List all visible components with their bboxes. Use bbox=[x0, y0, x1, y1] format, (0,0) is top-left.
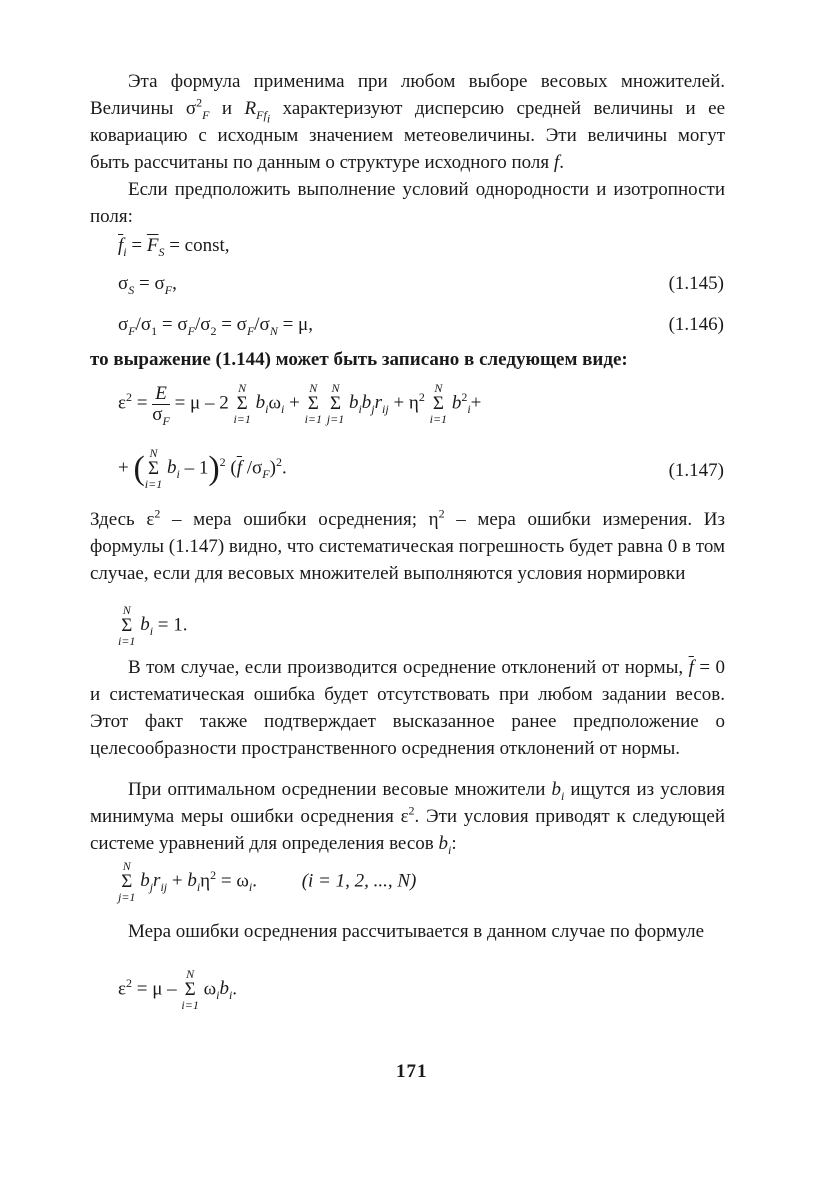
fraction-e-over-sigma: $\frac{E}{\sigma_F}$ bbox=[152, 382, 170, 428]
equation-homogeneity: $\overline{f}_i = \overline{F}_S$ = const, bbox=[118, 235, 230, 259]
equation-1-147-line1: $\varepsilon^2$ = $\frac{E}{\sigma_F}$ = μ – 2 N Σ i=1 $b_i\omega_i$ + N Σ i=1 N Σ j=1 $b_ib_jr_{ij} + \eta^2$ N Σ i=1 $b^2_i+$ bbox=[118, 381, 482, 428]
equation-number-1-146: (1.146) bbox=[668, 314, 724, 335]
equation-error-measure: $\varepsilon^2 = \mu$ – N Σ i=1 $\omega_ib_i$. bbox=[118, 967, 238, 1012]
equation-normalization: N Σ i=1 $b_i = 1$. bbox=[118, 603, 188, 648]
equation-1-147-line2: + ( N Σ i=1 $b_i - 1)^2$ ($\overline{f}$ $/\sigma_F)^2$. bbox=[118, 446, 287, 491]
paragraph-5: В том случае, если производится осреднение отклонений от нормы, $\overline{f} = 0$ и систематическая ошибка будет отсутствовать при любом задании весов. Этот факт также подтверждает высказанное ранее предположение о целесообразности пространственного осреднения отклонений от нормы. bbox=[90, 657, 726, 759]
equation-1-146: $\sigma_F/\sigma_1 = \sigma_F/\sigma_2 = \sigma_F/\sigma_N = \mu$, bbox=[118, 314, 313, 338]
paragraph-2: Если предположить выполнение условий однородности и изотропности поля: bbox=[90, 179, 725, 227]
equation-1-145: $\sigma_S = \sigma_F$, bbox=[118, 273, 177, 297]
equation-number-1-145: (1.145) bbox=[668, 273, 724, 294]
equation-number-1-147: (1.147) bbox=[668, 460, 724, 481]
equation-weights-system: N Σ j=1 $b_jr_{ij} + b_i\eta^2 = \omega_i$. (i = 1, 2, ..., N) bbox=[118, 859, 417, 904]
paragraph-4: Здесь $\varepsilon^2$ – мера ошибки осреднения; $\eta^2$ – мера ошибки измерения. Из формулы (1.147) видно, что систематическая погрешность будет равна 0 в том случае, если для весовых множителей выполняются условия нормировки bbox=[90, 506, 725, 584]
paragraph-1: Эта формула применима при любом выборе весовых множителей. Величины $\sigma^2_F$ и $R_{Ff_i}$ характеризуют дисперсию средней величины и ее ковариацию с исходным значением метеовеличины. Эти величины могут быть рассчитаны по данным о структуре исходного поля f. bbox=[90, 71, 726, 173]
sigma-f-squared: $\sigma^2_F$ bbox=[185, 95, 210, 122]
paragraph-6: При оптимальном осреднении весовые множители $b_i$ ищутся из условия минимума меры ошибки осреднения $\varepsilon^2$. Эти условия приводят к следующей системе уравнений для определения весов $b_i$: bbox=[90, 779, 725, 857]
paragraph-3: то выражение (1.144) может быть записано в следующем виде: bbox=[90, 349, 628, 370]
r-ff-symbol: $R_{Ff_i}$ bbox=[244, 98, 271, 126]
paragraph-7: Мера ошибки осреднения рассчитывается в данном случае по формуле bbox=[128, 921, 705, 942]
page-number: 171 bbox=[396, 1061, 428, 1082]
